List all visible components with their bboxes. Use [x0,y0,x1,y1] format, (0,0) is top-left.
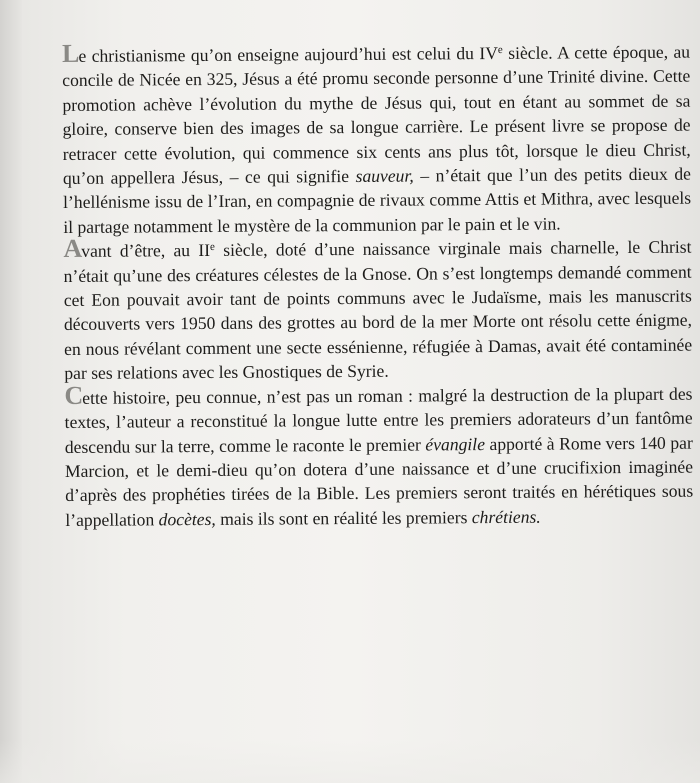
p3-seg-0: ette histoire, peu connue, n’est pas un roman : malgré la destruction de la plupart des textes, l’auteur a reconstitué la longue lutte entre les premiers adorateurs d’un fantôme descendu sur la terre, comme le raconte le premier [64,383,693,457]
p1-seg-0: e christianisme qu’on enseigne aujourd’hui est celui du IV [78,42,498,66]
p1-seg-4: – n’était que l’un des petits dieux de l’hellénisme issu de l’Iran, en compagnie de rivaux comme Attis et Mithra, avec lesquels il partage notamment le mystère de la communion par le pain et le vin. [63,163,692,237]
paragraph-2 [63,235,692,386]
p3-seg-4: mais ils sont en réalité les premiers [215,506,472,529]
p3-italic-evangile: évangile [425,433,486,454]
book-text [62,40,693,532]
dropcap-3: C [64,380,83,410]
p3-seg-2: apporté à Rome vers 140 par Marcion, et le demi-dieu qu’on dotera d’une naissance et d’une crucifixion imaginée d’après des prophéties tirées de la Bible. Les premiers seront traités en hérétiques sous l’appellation [64,432,694,530]
paragraph-1 [62,40,691,240]
dropcap-1: L [61,38,79,68]
p1-superscript: e [497,43,503,56]
p2-superscript: e [209,241,215,254]
page-gutter [0,0,22,783]
p1-seg-2: siècle. A cette époque, au concile de Nicée en 325, Jésus a été promu seconde personne d’une Trinité divine. Cette promotion achève l’évolution du mythe de Jésus qui, tout en étant au sommet de sa gloire, conserve bien des images de sa longue carrière. Le présent livre se propose de retracer cette évolution, qui commence six cents ans plus tôt, lorsque le dieu Christ, qu’on appellera Jésus, – ce qui signifie [62,41,691,189]
paragraph-3 [64,381,693,532]
page-bottom-shade [0,740,700,783]
p2-seg-2: siècle, doté d’une naissance virginale mais charnelle, le Christ n’était qu’une des créatures célestes de la Gnose. On s’est longtemps demandé comment cet Eon pouvait avoir tant de points communs avec le Judaïsme, mais les manuscrits découverts vers 1950 dans des grottes au bord de la mer Morte ont résolu cette énigme, en nous révélant comment une secte essénienne, réfugiée à Damas, avait été contaminée par ses relations avec les Gnostiques de Syrie. [63,236,693,384]
p2-seg-0: vant d’être, au II [81,240,211,262]
p3-italic-chretiens: chrétiens. [471,506,541,527]
dropcap-2: A [63,234,82,264]
p3-italic-docetes: docètes, [158,508,216,530]
p1-italic-sauveur: sauveur, [355,165,414,186]
